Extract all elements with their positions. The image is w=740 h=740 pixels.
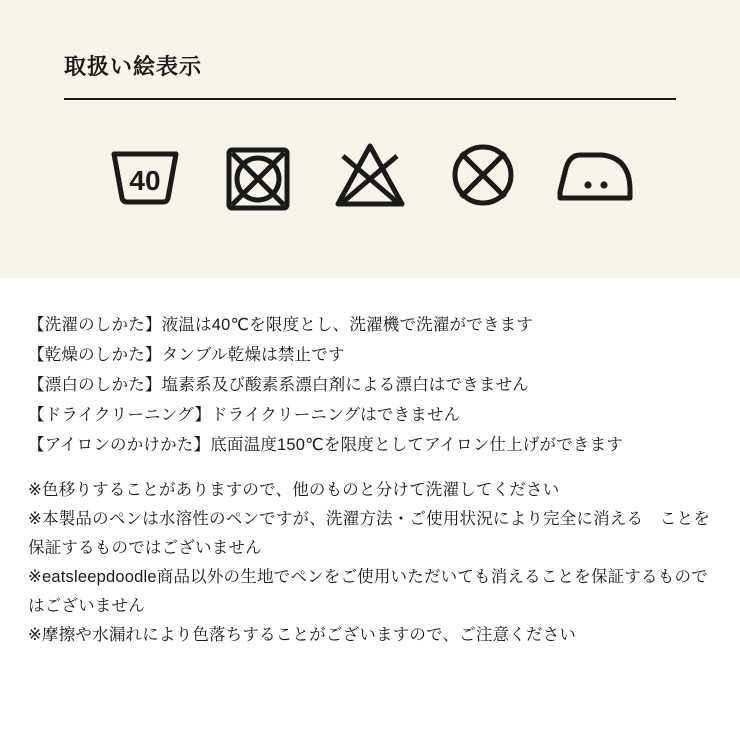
dry-clean-prohibited-icon	[440, 128, 526, 214]
wash-temp-value: 40	[129, 165, 161, 196]
iron-150-icon	[552, 128, 638, 214]
note-item: ※eatsleepdoodle商品以外の生地でペンをご使用いただいても消えることを保証するものではございません	[28, 568, 708, 615]
instruction-item: 【漂白のしかた】塩素系及び酸素系漂白剤による漂白はできません	[28, 376, 529, 394]
notes-list	[28, 476, 722, 650]
tumble-dry-prohibited-icon	[215, 128, 301, 214]
note-item: ※色移りすることがありますので、他のものと分けて洗濯してください	[28, 481, 560, 499]
instruction-item: 【洗濯のしかた】液温は40℃を限度とし、洗濯機で洗濯ができます	[28, 316, 534, 334]
title-divider	[64, 98, 676, 100]
instruction-item: 【ドライクリーニング】ドライクリーニングはできません	[28, 406, 461, 424]
instruction-item: 【乾燥のしかた】タンブル乾燥は禁止です	[28, 346, 345, 364]
bleach-prohibited-icon	[327, 128, 413, 214]
page-title: 取扱い絵表示	[64, 54, 203, 79]
note-item: ※本製品のペンは水溶性のペンですが、洗濯方法・ご使用状況により完全に消える ことを保証するものではございません	[28, 510, 711, 557]
machine-wash-40-icon	[102, 128, 188, 214]
care-symbol-row	[64, 128, 676, 214]
note-item: ※摩擦や水漏れにより色落ちすることがございますので、ご注意ください	[28, 626, 577, 644]
instruction-list	[28, 310, 718, 460]
instruction-item: 【アイロンのかけかた】底面温度150℃を限度としてアイロン仕上げができます	[28, 436, 623, 454]
care-symbol-band	[0, 0, 740, 278]
